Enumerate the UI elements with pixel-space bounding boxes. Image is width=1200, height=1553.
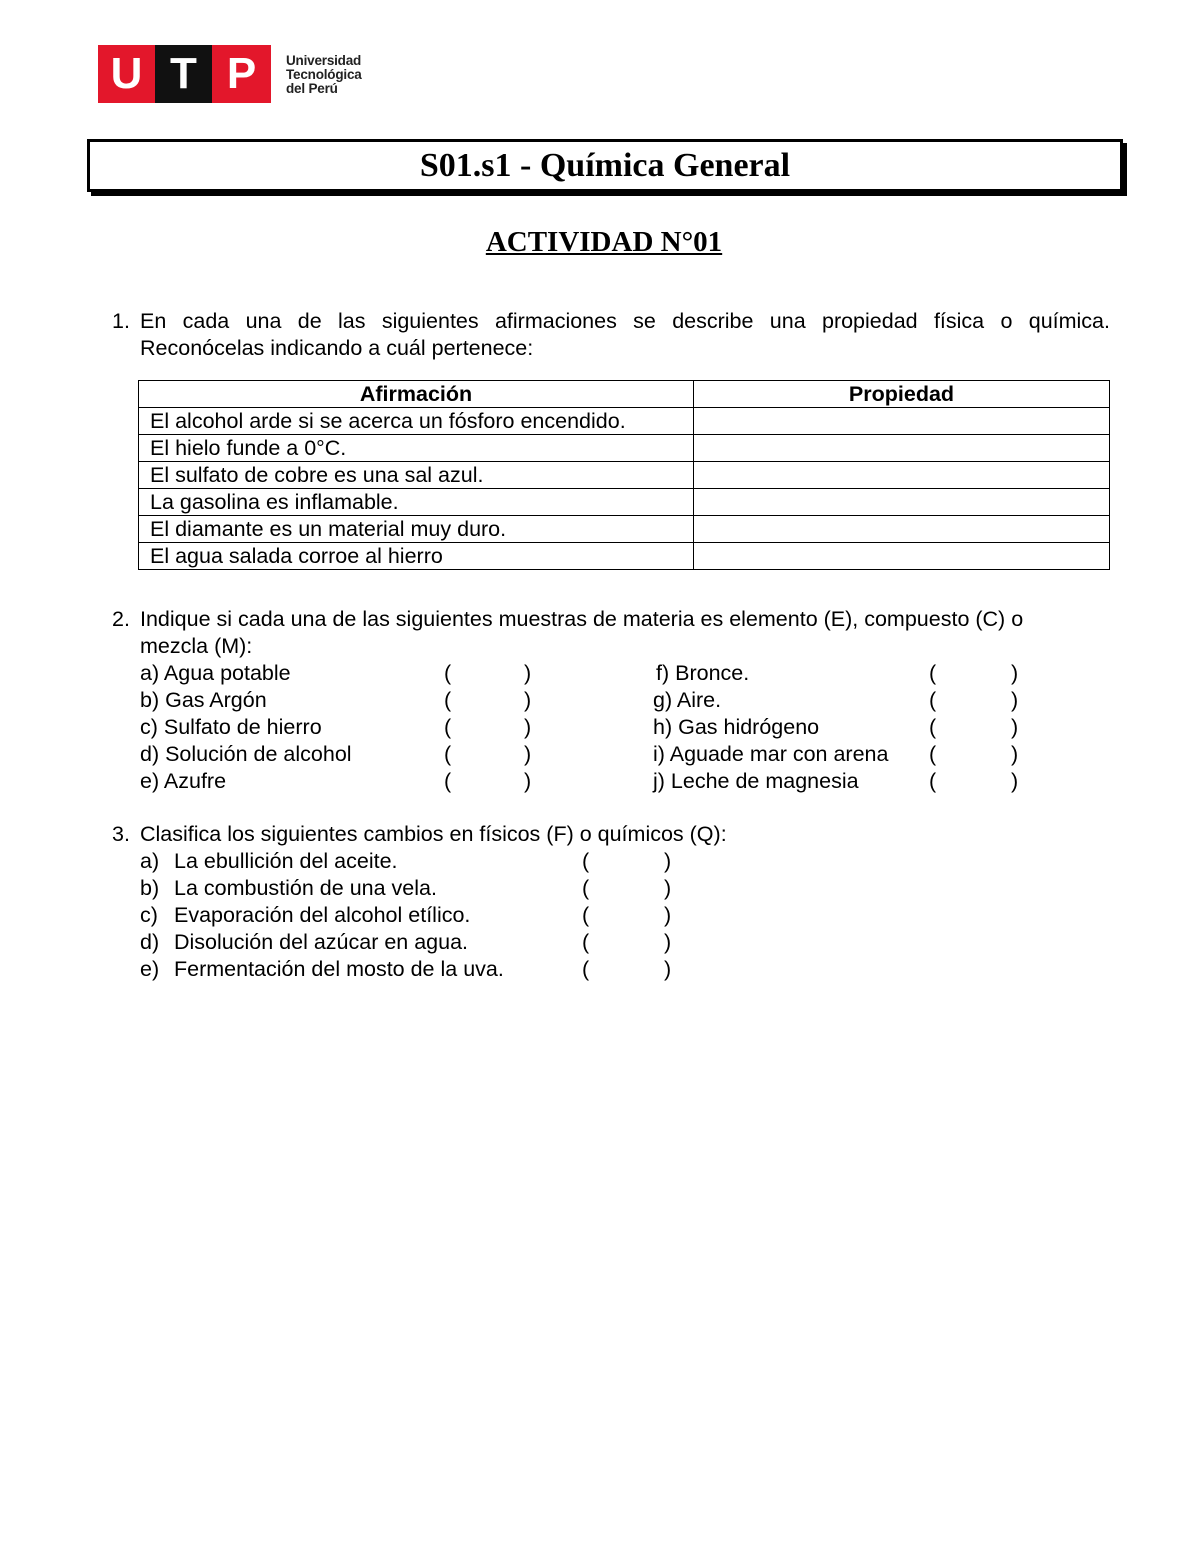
logo-university-name [286,54,362,96]
table-row [139,435,1110,462]
sample-item: c) Sulfato de hierro [140,715,322,739]
table-cell-answer[interactable] [694,462,1110,489]
change-item: Fermentación del mosto de la uva. [174,957,504,981]
table-row [139,516,1110,543]
item-letter: b) [140,876,160,900]
table-cell-statement: El agua salada corroe al hierro [139,543,694,570]
question-number: 1. [112,309,130,333]
answer-paren-open[interactable]: ( [929,688,937,712]
question-text: mezcla (M): [140,634,253,658]
table-cell-statement: El alcohol arde si se acerca un fósforo encendido. [139,408,694,435]
logo-letter-t: T [155,45,212,103]
answer-paren-close[interactable]: ) [1011,769,1019,793]
question-text: En cada una de las siguientes afirmaciones se describe una propiedad física o química. [140,309,1110,333]
properties-table [138,380,1110,570]
question-text: Clasifica los siguientes cambios en físicos (F) o químicos (Q): [140,822,727,846]
answer-paren-open[interactable]: ( [582,849,590,873]
answer-paren-close[interactable]: ) [524,742,532,766]
answer-paren-close[interactable]: ) [524,715,532,739]
table-header-row [139,381,1110,408]
change-item: La ebullición del aceite. [174,849,398,873]
table-row [139,408,1110,435]
item-letter: a) [140,849,160,873]
question-text: Reconócelas indicando a cuál pertenece: [140,336,534,360]
sample-item: i) Aguade mar con arena [653,742,889,766]
change-item: Disolución del azúcar en agua. [174,930,469,954]
sample-item: a) Agua potable [140,661,291,685]
item-letter: e) [140,957,160,981]
answer-paren-open[interactable]: ( [582,957,590,981]
sample-item: g) Aire. [653,688,722,712]
table-row [139,489,1110,516]
table-row [139,543,1110,570]
answer-paren-open[interactable]: ( [929,715,937,739]
sample-item: j) Leche de magnesia [653,769,859,793]
answer-paren-close[interactable]: ) [664,930,672,954]
question-number: 2. [112,607,130,631]
sample-item: b) Gas Argón [140,688,267,712]
answer-paren-open[interactable]: ( [929,742,937,766]
answer-paren-open[interactable]: ( [582,930,590,954]
change-item: La combustión de una vela. [174,876,437,900]
sample-item: f) Bronce. [656,661,750,685]
answer-paren-close[interactable]: ) [664,957,672,981]
answer-paren-open[interactable]: ( [444,769,452,793]
table-cell-answer[interactable] [694,516,1110,543]
answer-paren-open[interactable]: ( [582,876,590,900]
utp-logo [98,45,362,103]
table-header-afirmacion: Afirmación [139,381,694,408]
answer-paren-close[interactable]: ) [1011,661,1019,685]
answer-paren-close[interactable]: ) [664,876,672,900]
answer-paren-open[interactable]: ( [582,903,590,927]
answer-paren-open[interactable]: ( [444,688,452,712]
table-cell-answer[interactable] [694,408,1110,435]
change-item: Evaporación del alcohol etílico. [174,903,471,927]
question-text: Indique si cada una de las siguientes muestras de materia es elemento (E), compuesto (C) o [140,607,1024,631]
document-title: S01.s1 - Química General [419,146,791,184]
table-cell-answer[interactable] [694,543,1110,570]
logo-letter-p: P [212,45,271,103]
sample-item: d) Solución de alcohol [140,742,352,766]
table-cell-statement: El diamante es un material muy duro. [139,516,694,543]
answer-paren-close[interactable]: ) [524,769,532,793]
table-cell-statement: La gasolina es inflamable. [139,489,694,516]
document-title-box [87,139,1123,192]
table-cell-answer[interactable] [694,435,1110,462]
answer-paren-open[interactable]: ( [929,769,937,793]
answer-paren-close[interactable]: ) [1011,742,1019,766]
logo-letter-u: U [98,45,155,103]
table-header-propiedad: Propiedad [694,381,1110,408]
answer-paren-open[interactable]: ( [444,742,452,766]
answer-paren-close[interactable]: ) [1011,688,1019,712]
logo-name-line: Universidad [286,53,362,68]
answer-paren-open[interactable]: ( [444,661,452,685]
item-letter: d) [140,930,160,954]
answer-paren-open[interactable]: ( [444,715,452,739]
table-cell-statement: El sulfato de cobre es una sal azul. [139,462,694,489]
logo-name-line: Tecnológica [286,67,362,82]
activity-heading: ACTIVIDAD N°01 [485,226,723,258]
answer-paren-close[interactable]: ) [664,849,672,873]
answer-paren-close[interactable]: ) [664,903,672,927]
item-letter: c) [140,903,158,927]
table-cell-statement: El hielo funde a 0°C. [139,435,694,462]
question-number: 3. [112,822,130,846]
table-row [139,462,1110,489]
answer-paren-close[interactable]: ) [1011,715,1019,739]
answer-paren-close[interactable]: ) [524,661,532,685]
sample-item: h) Gas hidrógeno [653,715,820,739]
sample-item: e) Azufre [140,769,227,793]
table-cell-answer[interactable] [694,489,1110,516]
answer-paren-open[interactable]: ( [929,661,937,685]
logo-name-line: del Perú [286,81,338,96]
answer-paren-close[interactable]: ) [524,688,532,712]
